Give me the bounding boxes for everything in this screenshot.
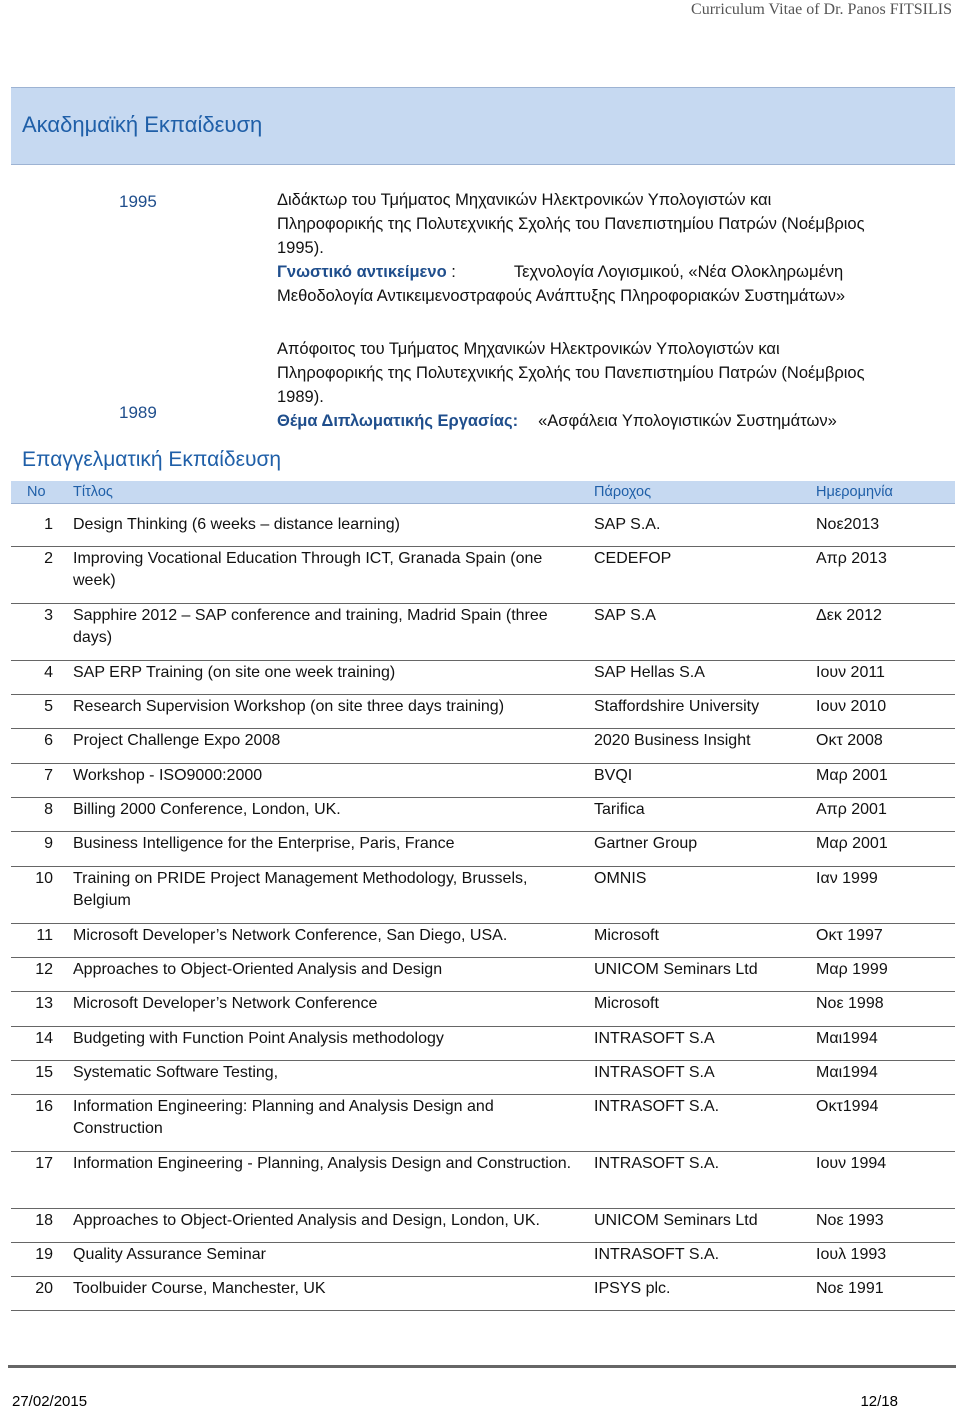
edu-subject-line [277, 260, 949, 284]
row-provider: CEDEFOP [594, 550, 672, 567]
table-row [11, 1210, 955, 1243]
row-number: 5 [44, 698, 53, 715]
row-title: Microsoft Developer’s Network Conference, San Diego, USA. [73, 927, 508, 944]
row-provider: Microsoft [594, 927, 659, 944]
col-header-title: Τίτλος [73, 484, 113, 500]
edu-subject-text: Τεχνολογία Λογισμικού, «Νέα Ολοκληρωμένη [513, 263, 844, 281]
row-provider: INTRASOFT S.A. [594, 1098, 720, 1115]
table-row [11, 548, 955, 604]
row-provider: UNICOM Seminars Ltd [594, 961, 758, 978]
col-header-date: Ημερομηνία [816, 484, 893, 500]
row-date: Μαρ 2001 [816, 767, 888, 784]
row-date: Απρ 2013 [816, 550, 887, 567]
row-provider: BVQI [594, 767, 633, 784]
table-row [11, 1278, 955, 1311]
row-number: 11 [36, 927, 53, 944]
edu-line: Πληροφορικής της Πολυτεχνικής Σχολής του Πανεπιστημίου Πατρών (Νοέμβριος [277, 364, 865, 382]
row-number: 8 [44, 801, 53, 818]
table-row [11, 662, 955, 695]
edu-entry-1995 [277, 188, 949, 308]
table-row [11, 959, 955, 992]
row-date: Μαι1994 [816, 1030, 878, 1047]
edu-subject-sep: : [446, 263, 456, 281]
edu-line: Διδάκτωρ του Τμήματος Μηχανικών Ηλεκτρονικών Υπολογιστών και [277, 191, 772, 209]
row-date: Οκτ 2008 [816, 732, 883, 749]
row-provider: UNICOM Seminars Ltd [594, 1212, 758, 1229]
row-number: 6 [44, 732, 53, 749]
row-title: SAP ERP Training (on site one week training) [73, 664, 396, 681]
row-date: Δεκ 2012 [816, 607, 882, 624]
table-row [11, 1028, 955, 1061]
edu-entry-1989 [277, 337, 949, 433]
table-row [11, 1153, 955, 1209]
row-provider: Staffordshire University [594, 698, 760, 715]
academic-section-banner [11, 87, 955, 165]
row-date: Ιουν 2011 [816, 664, 885, 681]
row-number: 3 [44, 607, 53, 624]
row-date: Noε2013 [816, 516, 880, 533]
row-provider: IPSYS plc. [594, 1280, 671, 1297]
edu-line: Πληροφορικής της Πολυτεχνικής Σχολής του Πανεπιστημίου Πατρών (Νοέμβριος [277, 215, 865, 233]
table-row [11, 799, 955, 832]
row-date: Ιαν 1999 [816, 870, 878, 887]
row-date: Ιουν 1994 [816, 1155, 887, 1172]
row-provider: INTRASOFT S.A. [594, 1246, 720, 1263]
row-date: Ιουν 2010 [816, 698, 887, 715]
row-number: 7 [44, 767, 53, 784]
row-provider: SAP Hellas S.A [594, 664, 705, 681]
row-number: 1 [44, 516, 53, 533]
table-row [11, 605, 955, 661]
row-title: Approaches to Object-Oriented Analysis and Design, London, UK. [73, 1212, 540, 1229]
col-header-provider: Πάροχος [594, 484, 652, 500]
row-number: 20 [35, 1280, 53, 1297]
table-row [11, 993, 955, 1027]
row-number: 13 [35, 995, 53, 1012]
professional-section-title: Επαγγελματική Εκπαίδευση [22, 448, 282, 471]
row-provider: Gartner Group [594, 835, 698, 852]
row-title: Information Engineering: Planning and Analysis Design and Construction [73, 1098, 494, 1137]
row-provider: SAP S.A [594, 607, 656, 624]
row-provider: Tarifica [594, 801, 645, 818]
edu-subject-text: «Ασφάλεια Υπολογιστικών Συστημάτων» [538, 412, 837, 430]
row-title: Workshop - ISO9000:2000 [73, 767, 263, 784]
row-number: 19 [35, 1246, 53, 1263]
row-number: 18 [35, 1212, 53, 1229]
row-number: 17 [35, 1155, 53, 1172]
table-row [11, 1244, 955, 1277]
row-number: 9 [44, 835, 53, 852]
row-title: Improving Vocational Education Through ICT, Granada Spain (one week) [73, 550, 543, 589]
table-row [11, 730, 955, 764]
row-title: Information Engineering - Planning, Analysis Design and Construction. [73, 1155, 572, 1172]
footer-divider [8, 1365, 956, 1368]
table-row [11, 925, 955, 958]
row-date: Νοε 1991 [816, 1280, 884, 1297]
row-date: Νοε 1993 [816, 1212, 884, 1229]
row-provider: INTRASOFT S.A [594, 1064, 715, 1081]
row-number: 2 [44, 550, 53, 567]
academic-section-title: Ακαδημαϊκή Εκπαίδευση [22, 112, 263, 137]
table-row [11, 833, 955, 867]
edu-year-1989: 1989 [119, 403, 157, 422]
row-number: 10 [35, 870, 53, 887]
row-title: Sapphire 2012 – SAP conference and training, Madrid Spain (three days) [73, 607, 548, 646]
edu-subject-line [277, 409, 949, 433]
row-title: Toolbuider Course, Manchester, UK [73, 1280, 326, 1297]
row-provider: Microsoft [594, 995, 659, 1012]
row-title: Microsoft Developer’s Network Conference [73, 995, 378, 1012]
table-row [11, 514, 955, 547]
footer-page-number: 12/18 [860, 1393, 898, 1410]
row-date: Νοε 1998 [816, 995, 884, 1012]
row-title: Systematic Software Testing, [73, 1064, 279, 1081]
row-provider: OMNIS [594, 870, 647, 887]
col-header-no: Νο [27, 484, 46, 500]
row-provider: SAP S.A. [594, 516, 661, 533]
edu-line: 1989). [277, 388, 324, 406]
table-row [11, 765, 955, 798]
row-title: Research Supervision Workshop (on site three days training) [73, 698, 505, 715]
table-row [11, 696, 955, 729]
edu-year-1995: 1995 [119, 192, 157, 211]
row-date: Μαρ 1999 [816, 961, 888, 978]
edu-subject-label: Θέμα Διπλωματικής Εργασίας: [277, 412, 519, 430]
table-row [11, 1062, 955, 1095]
row-date: Μαι1994 [816, 1064, 878, 1081]
row-title: Budgeting with Function Point Analysis methodology [73, 1030, 444, 1047]
row-title: Project Challenge Expo 2008 [73, 732, 281, 749]
row-number: 14 [35, 1030, 53, 1047]
row-title: Business Intelligence for the Enterprise, Paris, France [73, 835, 455, 852]
row-title: Approaches to Object-Oriented Analysis and Design [73, 961, 443, 978]
table-row [11, 1096, 955, 1152]
row-number: 16 [35, 1098, 53, 1115]
row-provider: 2020 Business Insight [594, 732, 751, 749]
row-title: Quality Assurance Seminar [73, 1246, 266, 1263]
edu-line: Μεθοδολογία Αντικειμενοστραφούς Ανάπτυξης Πληροφοριακών Συστημάτων» [277, 287, 846, 305]
footer-date: 27/02/2015 [12, 1393, 88, 1410]
row-title: Billing 2000 Conference, London, UK. [73, 801, 341, 818]
table-header [11, 481, 955, 504]
edu-line: Απόφοιτος του Τμήματος Μηχανικών Ηλεκτρονικών Υπολογιστών και [277, 340, 780, 358]
row-title: Design Thinking (6 weeks – distance learning) [73, 516, 400, 533]
table-row [11, 868, 955, 924]
document-header-title: Curriculum Vitae of Dr. Panos FITSILIS [691, 1, 952, 18]
edu-subject-label: Γνωστικό αντικείμενο [277, 263, 447, 281]
edu-line: 1995). [277, 239, 324, 257]
row-title: Training on PRIDE Project Management Methodology, Brussels, Belgium [73, 870, 528, 909]
row-date: Μαρ 2001 [816, 835, 888, 852]
row-date: Οκτ 1997 [816, 927, 883, 944]
row-number: 15 [35, 1064, 53, 1081]
row-number: 4 [44, 664, 53, 681]
row-provider: INTRASOFT S.A. [594, 1155, 720, 1172]
row-number: 12 [35, 961, 53, 978]
row-date: Ιουλ 1993 [816, 1246, 887, 1263]
row-date: Απρ 2001 [816, 801, 887, 818]
row-provider: INTRASOFT S.A [594, 1030, 715, 1047]
row-date: Οκτ1994 [816, 1098, 879, 1115]
